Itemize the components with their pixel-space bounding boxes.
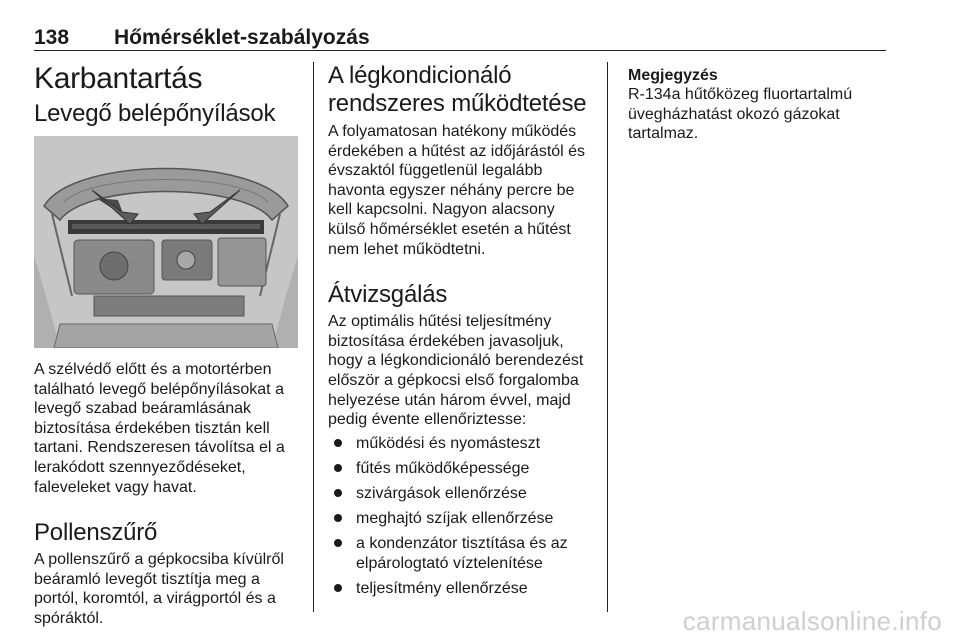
column-right (628, 62, 886, 144)
column-middle (328, 62, 590, 604)
bullet-icon (334, 439, 342, 447)
bullet-icon (334, 539, 342, 547)
engine-bay-photo (34, 136, 298, 348)
watermark: carmanualsonline.info (682, 606, 942, 636)
list-item: szivárgások ellenőrzése (328, 484, 590, 504)
page-header (34, 24, 886, 52)
section-title-inspection: Átvizsgálás (328, 281, 448, 309)
bullet-icon (334, 514, 342, 522)
note-title: Megjegyzés (628, 67, 718, 84)
section-title-pollen-filter: Pollenszűrő (34, 519, 158, 547)
bullet-icon (334, 489, 342, 497)
list-item: teljesítmény ellenőrzése (328, 579, 590, 599)
pollen-filter-text: A pollenszűrő a gépkocsiba kívülről beáramló levegőt tisztítja meg a portól, koromtól, a virágportól és a spóráktól. (34, 551, 284, 627)
inspection-text: Az optimális hűtési teljesítmény biztosítása érdekében javasoljuk, hogy a légkondicionáló berendezést először a gépkocsi első forgalomba helyezése után három évvel, majd pedig évente ellenőriztesse: (328, 313, 584, 429)
section-title-ac-operation: A légkondicionáló rendszeres működtetése (328, 62, 587, 117)
section-title-air-intake: Levegő belépőnyílások (34, 100, 276, 127)
engine-bay-illustration (34, 136, 298, 348)
ac-operation-text: A folyamatosan hatékony működés érdekében a hűtést az időjárástól és évszaktól függetlenül legalább havonta egyszer néhány percre be kell kapcsolni. Nagyon alacsony külső hőmérséklet esetén a hűtést nem lehet működtetni. (328, 123, 586, 258)
column-divider-2 (607, 62, 608, 612)
inspection-checklist (328, 434, 590, 599)
column-left (34, 62, 298, 629)
header-rule (34, 50, 886, 51)
running-title: Hőmérséklet-szabályozás (114, 26, 370, 49)
bullet-icon (334, 464, 342, 472)
list-item: működési és nyomásteszt (328, 434, 590, 454)
list-item: fűtés működőképessége (328, 459, 590, 479)
chapter-title: Karbantartás (34, 62, 203, 95)
list-item: a kondenzátor tisztítása és az elpárologtató víztelenítése (328, 534, 590, 573)
air-intake-text: A szélvédő előtt és a motortérben található levegő belépőnyílásokat a levegő szabad beáramlásának biztosítása érdekében tisztán kell tartani. Rendszeresen távolítsa el a lerakódott szennyeződéseket, faleveleket vagy havat. (34, 361, 285, 496)
bullet-icon (334, 584, 342, 592)
page-number: 138 (34, 26, 70, 49)
column-divider-1 (313, 62, 314, 612)
note-text: R-134a hűtőközeg fluortartalmú üvegházhatást okozó gázokat tartalmaz. (628, 86, 853, 143)
list-item: meghajtó szíjak ellenőrzése (328, 509, 590, 529)
